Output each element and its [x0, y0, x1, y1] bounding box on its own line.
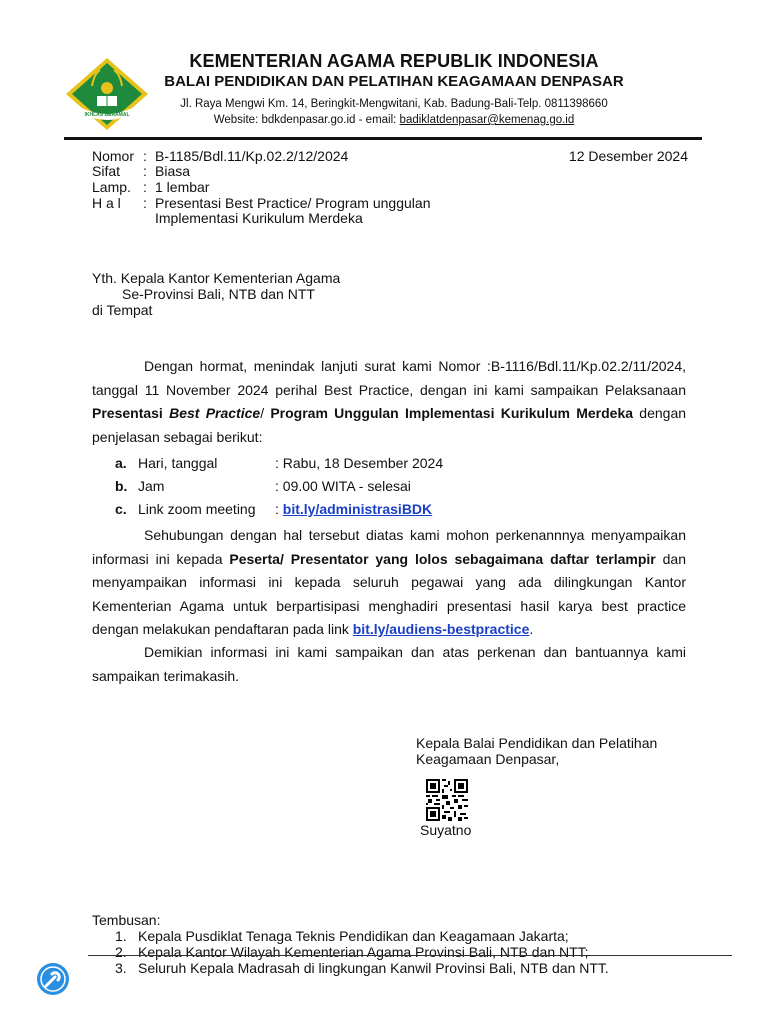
lamp-value: 1 lembar [155, 179, 210, 195]
separator: : [143, 163, 147, 179]
request-bold: Peserta/ Presentator yang lolos sebagaimana daftar terlampir [229, 550, 656, 567]
meta-hal [92, 196, 492, 228]
detail-label: Link zoom meeting [138, 501, 256, 517]
detail-value: : 09.00 WITA - selesai [275, 478, 411, 494]
request-text-2: dan menyampaikan informasi ini kepada seluruh pegawai yang ada dilingkungan Kantor Kementerian Agama untuk berpartisipasi menghadiri presentasi hasil karya best practice dengan melakukan pendaftaran pada link [92, 550, 686, 637]
detail-label: Jam [138, 478, 165, 494]
intro-slash: / [260, 405, 271, 421]
tembusan-text: Seluruh Kepala Madrasah di lingkungan Kanwil Provinsi Bali, NTB dan NTT. [138, 960, 609, 976]
letterhead-address: Jl. Raya Mengwi Km. 14, Beringkit-Mengwitani, Kab. Badung-Bali-Telp. 0811398660 [180, 98, 608, 110]
recipient-line1: Yth. Kepala Kantor Kementerian Agama [92, 270, 341, 286]
detail-value: : Rabu, 18 Desember 2024 [275, 455, 444, 471]
meta-sifat [92, 164, 452, 180]
lamp-label: Lamp. [92, 179, 131, 195]
nomor-value: B-1185/Bdl.11/Kp.02.2/12/2024 [155, 148, 349, 164]
letter-date: 12 Desember 2024 [568, 148, 688, 164]
tembusan-number: 3. [115, 960, 127, 976]
request-period: . [529, 621, 534, 637]
paragraph-request [92, 524, 686, 642]
closing-text: Demikian informasi ini kami sampaikan dan atas perkenan dan bantuannya kami sampaikan terimakasih. [92, 644, 686, 684]
hal-value-line1: Presentasi Best Practice/ Program unggulan [155, 195, 431, 211]
zoom-link[interactable]: bit.ly/administrasiBDK [282, 501, 433, 517]
letterhead-contact [150, 114, 638, 126]
detail-colon: : [275, 501, 283, 517]
signature-title [416, 736, 657, 767]
letterhead-subtitle: BALAI PENDIDIKAN DAN PELATIHAN KEAGAMAAN DENPASAR [164, 73, 624, 90]
intro-bold-1: Presentasi [92, 405, 170, 421]
intro-text-end: dengan penjelasan sebagai berikut: [92, 405, 687, 445]
letterhead-title: KEMENTERIAN AGAMA REPUBLIK INDONESIA [189, 51, 599, 71]
tembusan-text: Kepala Pusdiklat Tenaga Teknis Pendidikan dan Keagamaan Jakarta; [138, 928, 569, 944]
signer-name: Suyatno [420, 822, 472, 838]
detail-key: b. [115, 478, 128, 494]
nomor-label: Nomor [92, 148, 135, 164]
bsre-badge-icon [36, 962, 70, 996]
recipient-line3: di Tempat [92, 302, 153, 318]
intro-bold-italic: Best Practice [169, 405, 261, 421]
email-link[interactable]: badiklatdenpasar@kemenag.go.id [399, 114, 575, 126]
kemenag-logo [64, 56, 150, 132]
tembusan-label: Tembusan: [92, 912, 161, 928]
detail-key: a. [115, 455, 127, 471]
intro-text: Dengan hormat, menindak lanjuti surat kami Nomor :B-1116/Bdl.11/Kp.02.2/11/2024, tanggal 11 November 2024 perihal Best Practice, dengan ini kami sampaikan Pelaksanaan [92, 358, 686, 398]
sifat-label: Sifat [92, 163, 121, 179]
paragraph-intro [92, 355, 686, 449]
intro-bold-2: Program Unggulan Implementasi Kurikulum Merdeka [270, 405, 634, 421]
signature-line2: Keagamaan Denpasar, [416, 750, 560, 767]
meta-lamp [92, 180, 452, 196]
logo-motto: IKHLAS BERAMAL [84, 112, 130, 118]
hal-value-line2: Implementasi Kurikulum Merdeka [155, 210, 363, 226]
tembusan-number: 2. [115, 944, 127, 960]
recipient-line2: Se-Provinsi Bali, NTB dan NTT [122, 286, 315, 302]
footer-divider [88, 955, 732, 956]
detail-key: c. [115, 501, 127, 517]
recipient-block [92, 270, 340, 318]
separator: : [143, 195, 147, 211]
separator: : [143, 179, 147, 195]
qr-code-signature [426, 779, 468, 821]
paragraph-closing [92, 641, 686, 688]
signature-line1: Kepala Balai Pendidikan dan Pelatihan [416, 735, 658, 751]
website-text: Website: bdkdenpasar.go.id - email: [213, 114, 400, 126]
tembusan-number: 1. [115, 928, 127, 944]
request-text: Sehubungan dengan hal tersebut diatas kami mohon perkenannnya menyampaikan informasi ini kepada [92, 527, 686, 567]
detail-label: Hari, tanggal [138, 455, 218, 471]
separator: : [143, 148, 147, 164]
registration-link[interactable]: bit.ly/audiens-bestpractice [352, 621, 530, 637]
hal-label: H a l [92, 195, 121, 211]
tembusan-text: Kepala Kantor Wilayah Kementerian Agama Provinsi Bali, NTB dan NTT; [138, 944, 589, 960]
sifat-value: Biasa [155, 163, 191, 179]
letterhead-divider [64, 137, 702, 140]
